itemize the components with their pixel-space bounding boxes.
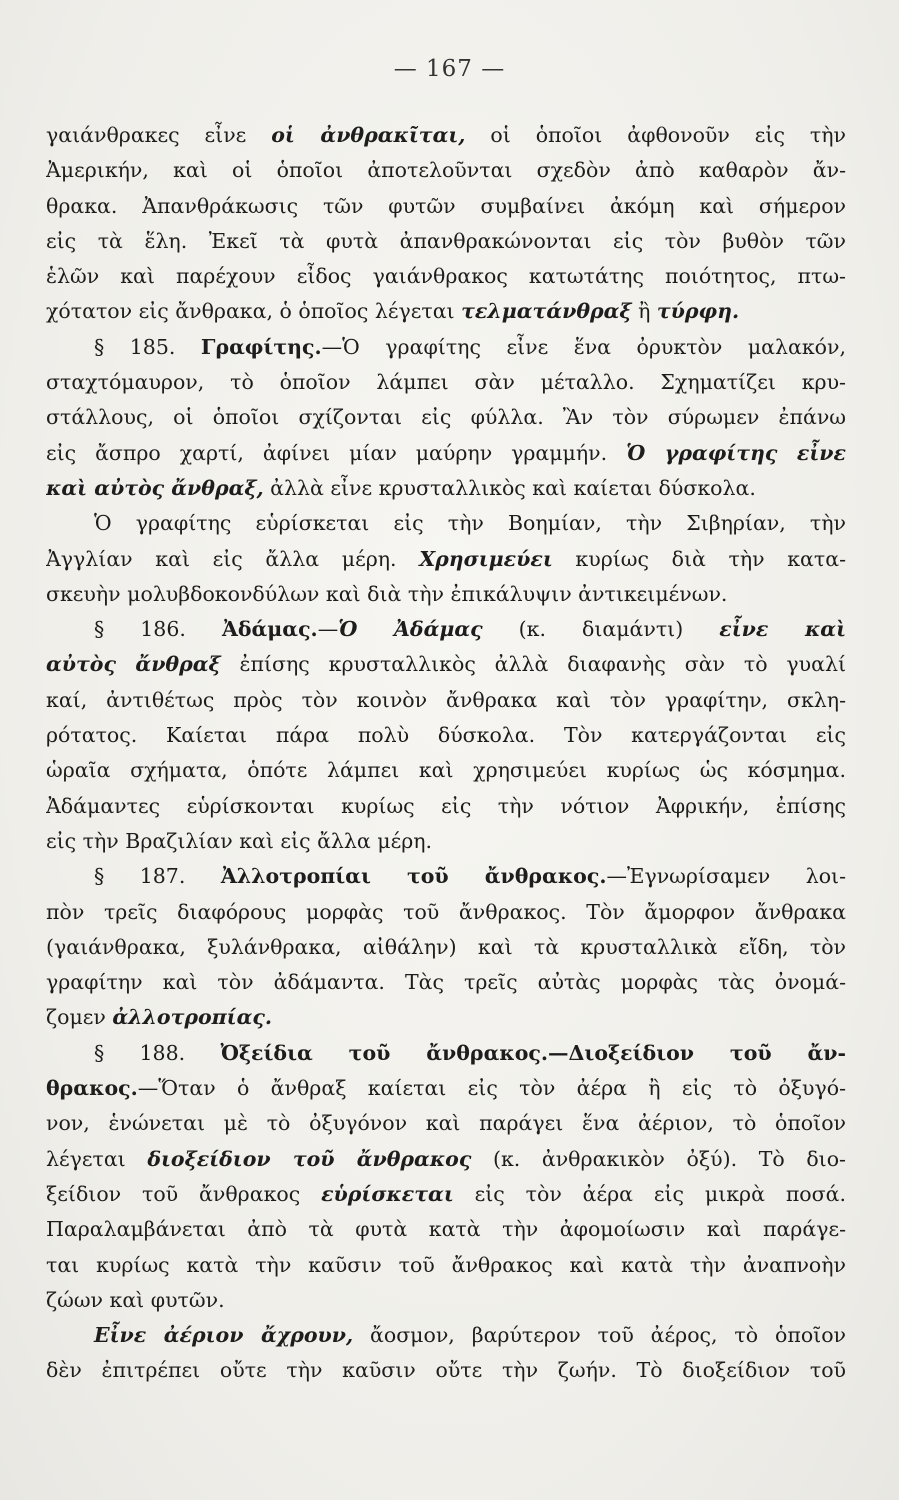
text-line: δὲν ἐπιτρέπει οὔτε τὴν καῦσιν οὔτε τὴν ζωήν. Τὸ διοξείδιον τοῦ (46, 1358, 846, 1383)
text-line: ρότατος. Καίεται πάρα πολὺ δύσκολα. Τὸν κατεργάζονται εἰς (46, 723, 846, 748)
text-line: εἰς τὴν Βραζιλίαν καὶ εἰς ἄλλα μέρη. (46, 828, 433, 853)
text-line: ἑλῶν καὶ παρέχουν εἶδος γαιάνθρακος κατωτάτης ποιότητος, πτω- (46, 264, 846, 289)
text-line: γραφίτην καὶ τὸν ἀδάμαντα. Τὰς τρεῖς αὐτὰς μορφὰς τὰς ὀνομά- (46, 970, 846, 995)
text-line: Ἀγγλίαν καὶ εἰς ἄλλα μέρη. Χρησιμεύει κυρίως διὰ τὴν κατα- (46, 546, 846, 571)
text-line: ται κυρίως κατὰ τὴν καῦσιν τοῦ ἄνθρακος καὶ κατὰ τὴν ἀναπνοὴν (46, 1252, 846, 1277)
text-line: χότατον εἰς ἄνθρακα, ὁ ὁποῖος λέγεται τελματάνθραξ ἢ τύρφη. (46, 299, 740, 324)
text-line: Ἀδάμαντες εὑρίσκονται κυρίως εἰς τὴν νότιον Ἀφρικήν, ἐπίσης (46, 793, 846, 818)
text-line: § 186. Ἀδάμας.—Ὁ Ἀδάμας (κ. διαμάντι) εἶνε καὶ (94, 617, 846, 642)
text-line: Ἀμερικήν, καὶ οἱ ὁποῖοι ἀποτελοῦνται σχεδὸν ἀπὸ καθαρὸν ἄν- (46, 158, 846, 183)
text-line: γαιάνθρακες εἶνε οἱ ἀνθρακῖται, οἱ ὁποῖοι ἀφθονοῦν εἰς τὴν (46, 123, 846, 147)
text-line: § 185. Γραφίτης.—Ὁ γραφίτης εἶνε ἕνα ὀρυκτὸν μαλακόν, (94, 334, 846, 359)
body-text (46, 118, 846, 1389)
text-line: (γαιάνθρακα, ξυλάνθρακα, αἰθάλην) καὶ τὰ κρυσταλλικὰ εἴδη, τὸν (46, 934, 846, 959)
text-line: λέγεται διοξείδιον τοῦ ἄνθρακος (κ. ἀνθρακικὸν ὀξύ). Τὸ διο- (46, 1146, 846, 1171)
text-line: ζομεν ἀλλοτροπίας. (46, 1005, 272, 1030)
text-line: θρακα. Ἀπανθράκωσις τῶν φυτῶν συμβαίνει ἀκόμη καὶ σήμερον (46, 193, 846, 218)
text-line: § 188. Ὀξείδια τοῦ ἄνθρακος.—Διοξείδιον τοῦ ἄν- (94, 1040, 846, 1065)
text-line: καί, ἀντιθέτως πρὸς τὸν κοινὸν ἄνθρακα καὶ τὸν γραφίτην, σκλη- (46, 687, 846, 712)
text-line: θρακος.—Ὅταν ὁ ἄνθραξ καίεται εἰς τὸν ἀέρα ἢ εἰς τὸ ὀξυγό- (46, 1076, 846, 1101)
text-line: ξείδιον τοῦ ἄνθρακος εὑρίσκεται εἰς τὸν ἀέρα εἰς μικρὰ ποσά. (46, 1181, 846, 1206)
text-line: νον, ἑνώνεται μὲ τὸ ὀξυγόνον καὶ παράγει ἕνα ἀέριον, τὸ ὁποῖον (46, 1111, 846, 1136)
text-line: σταχτόμαυρον, τὸ ὁποῖον λάμπει σὰν μέταλλο. Σχηματίζει κρυ- (46, 370, 846, 395)
text-line: σκευὴν μολυβδοκονδύλων καὶ διὰ τὴν ἐπικάλυψιν ἀντικειμένων. (46, 581, 728, 606)
text-line: αὐτὸς ἄνθραξ ἐπίσης κρυσταλλικὸς ἀλλὰ διαφανὴς σὰν τὸ γυαλί (46, 652, 846, 677)
text-line: πὸν τρεῖς διαφόρους μορφὰς τοῦ ἄνθρακος. Τὸν ἄμορφον ἄνθρακα (46, 899, 846, 924)
text-line: ὡραῖα σχήματα, ὁπότε λάμπει καὶ χρησιμεύει κυρίως ὡς κόσμημα. (46, 758, 846, 783)
text-line: Ὁ γραφίτης εὑρίσκεται εἰς τὴν Βοημίαν, τὴν Σιβηρίαν, τὴν (94, 511, 846, 536)
text-line: στάλλους, οἱ ὁποῖοι σχίζονται εἰς φύλλα. Ἂν τὸν σύρωμεν ἐπάνω (46, 405, 846, 430)
text-line: § 187. Ἀλλοτροπίαι τοῦ ἄνθρακος.—Ἐγνωρίσαμεν λοι- (94, 864, 846, 889)
text-line: καὶ αὐτὸς ἄνθραξ, ἀλλὰ εἶνε κρυσταλλικὸς καὶ καίεται δύσκολα. (46, 475, 756, 500)
page-number: — 167 — (393, 56, 506, 82)
text-line: Παραλαμβάνεται ἀπὸ τὰ φυτὰ κατὰ τὴν ἀφομοίωσιν καὶ παράγε- (46, 1217, 846, 1242)
text-line: εἰς ἄσπρο χαρτί, ἀφίνει μίαν μαύρην γραμμήν. Ὁ γραφίτης εἶνε (46, 440, 846, 465)
text-line: Εἶνε ἀέριον ἄχρουν, ἄοσμον, βαρύτερον τοῦ ἀέρος, τὸ ὁποῖον (94, 1323, 846, 1348)
text-line: ζώων καὶ φυτῶν. (46, 1287, 225, 1312)
text-line: εἰς τὰ ἕλη. Ἐκεῖ τὰ φυτὰ ἀπανθρακώνονται εἰς τὸν βυθὸν τῶν (46, 228, 846, 253)
